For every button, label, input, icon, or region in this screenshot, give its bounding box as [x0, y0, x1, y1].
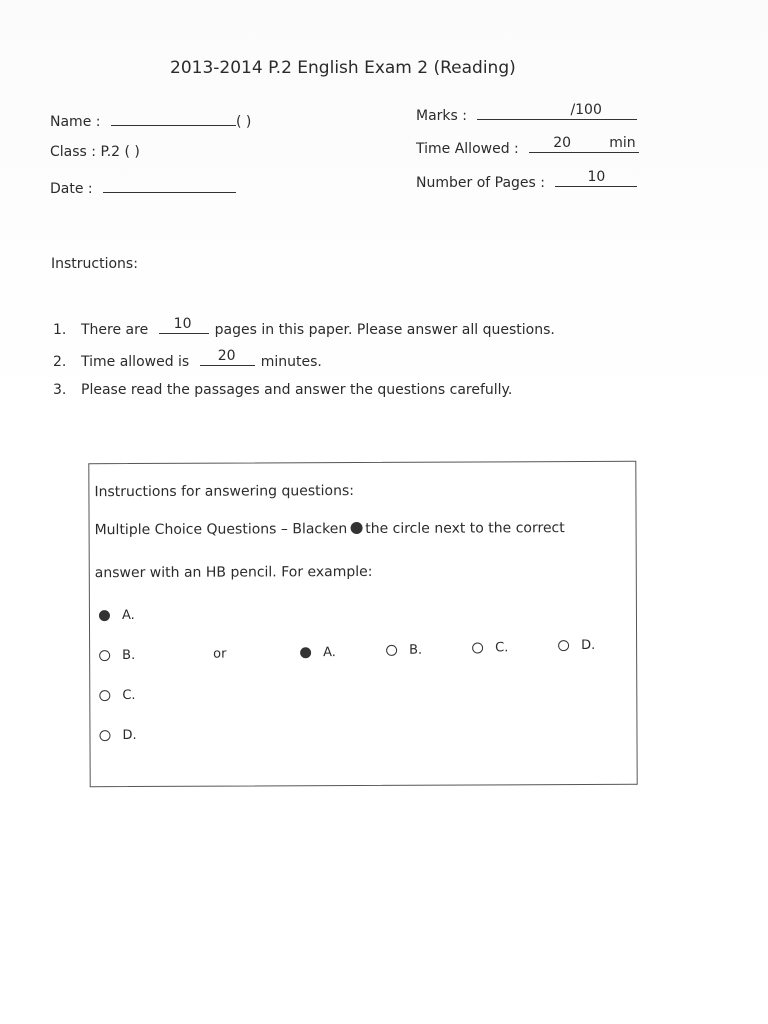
- example-option-d[interactable]: [99, 728, 136, 743]
- time-allowed-field: [416, 137, 639, 157]
- pages-count-blank: [159, 318, 209, 334]
- example-option-c[interactable]: [99, 688, 135, 703]
- date-blank[interactable]: [103, 177, 236, 193]
- option-label: C.: [122, 687, 136, 704]
- or-label: or: [213, 646, 227, 662]
- box-line-1-end: the circle next to the correct: [365, 520, 565, 537]
- example-row-option-d[interactable]: [558, 638, 595, 653]
- time-allowed-label: Time Allowed :: [416, 141, 519, 157]
- date-field: [50, 177, 236, 197]
- instruction-item-2: [53, 350, 322, 370]
- example-row-option-c[interactable]: [472, 640, 508, 655]
- option-label: B.: [409, 642, 423, 658]
- instruction-item-1: [53, 318, 555, 338]
- empty-circle-icon: [99, 730, 110, 741]
- option-label: D.: [122, 727, 137, 744]
- option-label: A.: [323, 645, 336, 661]
- option-label: C.: [495, 640, 509, 656]
- name-label: Name :: [50, 114, 101, 130]
- name-paren: ( ): [235, 114, 252, 130]
- item-text: minutes.: [260, 354, 322, 370]
- minutes-blank: [200, 350, 255, 366]
- filled-circle-icon: [350, 522, 362, 534]
- instruction-item-3: [53, 382, 512, 398]
- example-row-option-a[interactable]: [300, 645, 336, 660]
- pages-count-value: 10: [173, 316, 192, 332]
- item-text: There are: [81, 322, 149, 338]
- empty-circle-icon: [99, 650, 110, 661]
- marks-label: Marks :: [416, 108, 467, 124]
- example-row-option-b[interactable]: [386, 643, 422, 658]
- minutes-value: 20: [217, 348, 236, 364]
- item-text: pages in this paper. Please answer all questions.: [214, 322, 555, 338]
- time-allowed-unit: min: [609, 135, 636, 151]
- item-number: 3.: [53, 382, 67, 398]
- item-number: 2.: [53, 354, 67, 370]
- filled-circle-icon: [99, 610, 110, 621]
- box-line-1-start: Multiple Choice Questions – Blacken: [94, 521, 348, 539]
- item-text: Time allowed is: [81, 354, 190, 370]
- empty-circle-icon: [472, 642, 483, 653]
- marks-field: [416, 104, 637, 124]
- box-line-1: [95, 520, 565, 538]
- class-label: Class : P.2 ( ): [50, 144, 140, 160]
- example-option-b[interactable]: [99, 648, 135, 663]
- pages-value: 10: [587, 169, 606, 185]
- marks-value: /100: [570, 102, 602, 118]
- marks-blank[interactable]: [477, 104, 637, 120]
- option-label: B.: [122, 647, 136, 664]
- box-line-2: answer with an HB pencil. For example:: [94, 563, 373, 582]
- date-label: Date :: [50, 181, 93, 197]
- name-blank[interactable]: [111, 110, 236, 126]
- empty-circle-icon: [558, 640, 569, 651]
- time-allowed-blank[interactable]: [529, 137, 639, 153]
- item-text: Please read the passages and answer the questions carefully.: [81, 382, 513, 398]
- page-title: 2013-2014 P.2 English Exam 2 (Reading): [170, 58, 516, 78]
- instructions-heading: Instructions:: [51, 256, 138, 272]
- empty-circle-icon: [386, 645, 397, 656]
- pages-blank[interactable]: [555, 171, 637, 187]
- pages-field: [416, 171, 637, 191]
- option-label: D.: [581, 637, 596, 654]
- pages-label: Number of Pages :: [416, 175, 545, 191]
- answer-instructions-box: [88, 461, 637, 787]
- item-number: 1.: [53, 322, 67, 338]
- option-label: A.: [121, 607, 135, 624]
- box-heading: Instructions for answering questions:: [94, 483, 355, 501]
- filled-circle-icon: [300, 647, 311, 658]
- empty-circle-icon: [99, 690, 110, 701]
- name-field: [50, 110, 251, 130]
- example-option-a[interactable]: [99, 608, 135, 623]
- class-field: [50, 144, 140, 160]
- time-allowed-value: 20: [553, 135, 572, 151]
